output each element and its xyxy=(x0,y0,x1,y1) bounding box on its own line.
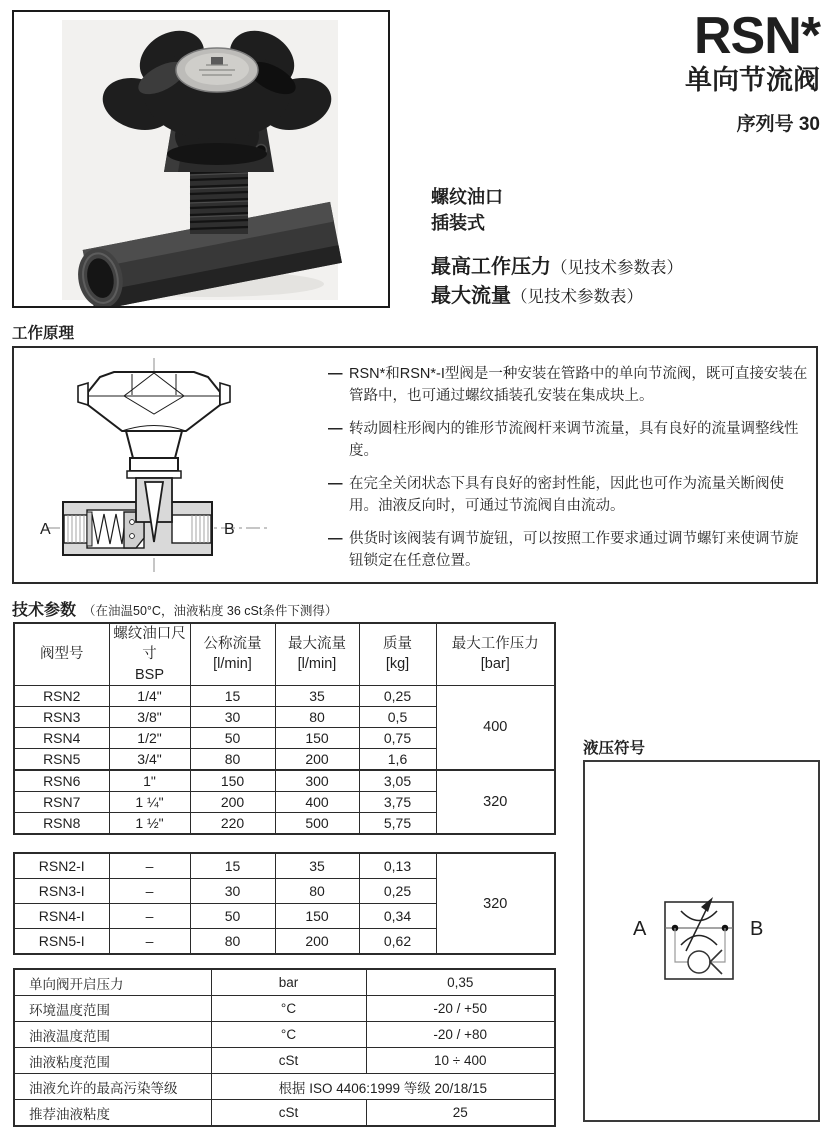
table-row: RSN2-I – 15 35 0,13 320 xyxy=(14,853,555,879)
hydraulic-symbol-box xyxy=(583,760,820,1122)
table-row: RSN4-I – 50 150 0,34 xyxy=(14,904,555,929)
product-photo-frame xyxy=(12,10,390,308)
pressure-group-cell: 320 xyxy=(436,770,555,834)
bullet-dash: — xyxy=(328,366,343,382)
working-principle-heading: 工作原理 xyxy=(12,325,75,342)
working-principle-bullets xyxy=(328,363,812,583)
feature-max-flow: 最大流量（见技术参数表） xyxy=(431,284,643,307)
bullet-dash: — xyxy=(328,421,343,438)
bullet-item xyxy=(328,528,812,572)
hydraulic-symbol-drawing xyxy=(585,762,818,1120)
pressure-group-cell: 400 xyxy=(436,685,555,770)
table-row: 油液允许的最高污染等级 根据 ISO 4406:1999 等级 20/18/15 xyxy=(14,1074,555,1100)
series-number: 序列号 30 xyxy=(736,114,820,136)
col-header-pressure: 最大工作压力 [bar] xyxy=(436,623,555,685)
feature-list xyxy=(431,184,683,310)
table-row: 油液温度范围 °C -20 / +80 xyxy=(14,1022,555,1048)
bullet-dash: — xyxy=(328,476,343,493)
bullet-item xyxy=(328,363,812,407)
table-row: RSN3 3/8" 30 80 0,5 xyxy=(14,706,555,727)
col-header-model: 阀型号 xyxy=(14,623,109,685)
col-header-size: 螺纹油口尺寸 BSP xyxy=(109,623,190,685)
table-row: RSN7 1 ¼" 200 400 3,75 xyxy=(14,791,555,812)
valve-cross-section-drawing xyxy=(26,352,311,578)
misc-params-table xyxy=(13,968,556,1127)
feature-port-type: 螺纹油口 xyxy=(431,187,503,207)
table-row: RSN8 1 ½" 220 500 5,75 xyxy=(14,812,555,834)
table-row: 推荐油液粘度 cSt 25 xyxy=(14,1100,555,1127)
port-a-label: A xyxy=(40,521,51,538)
hydraulic-symbol-heading: 液压符号 xyxy=(583,740,646,757)
col-header-weight: 质量 [kg] xyxy=(359,623,436,685)
table-row: RSN4 1/2" 50 150 0,75 xyxy=(14,727,555,748)
port-b-label: B xyxy=(224,521,235,538)
valve-threads-photo xyxy=(190,168,248,234)
title-block xyxy=(685,7,820,136)
product-name: 单向节流阀 xyxy=(685,65,820,95)
bullet-text: 在完全关闭状态下具有良好的密封性能，因此也可作为流量关断阀使用。油液反向时，可通过节流阀自由流动。 xyxy=(349,476,784,515)
table-row: RSN2 1/4" 15 35 0,25 400 xyxy=(14,685,555,706)
model-code: RSN* xyxy=(693,7,820,65)
working-principle-box xyxy=(12,346,818,584)
col-header-max-flow: 最大流量 [l/min] xyxy=(275,623,359,685)
bullet-item xyxy=(328,418,812,462)
feature-max-pressure: 最高工作压力（见技术参数表） xyxy=(431,256,683,279)
tech-params-table xyxy=(13,622,556,835)
feature-mount-type: 插装式 xyxy=(431,213,485,234)
table-row: 单向阀开启压力 bar 0,35 xyxy=(14,969,555,996)
knob-cap-photo xyxy=(176,48,258,92)
port-a-label: A xyxy=(633,918,647,940)
bullet-text: 转动圆柱形阀内的锥形节流阀杆来调节流量，具有良好的流量调整线性度。 xyxy=(349,421,799,460)
tech-params-note: （在油温50°C，油液粘度 36 cSt条件下测得） xyxy=(83,604,338,618)
table-row: RSN5 3/4" 80 200 1,6 xyxy=(14,748,555,770)
table-row: RSN3-I – 30 80 0,25 xyxy=(14,879,555,904)
pressure-group-cell: 320 xyxy=(436,853,555,954)
table-row: RSN5-I – 80 200 0,62 xyxy=(14,929,555,955)
tech-params-table-insert xyxy=(13,852,556,955)
product-photo xyxy=(14,12,388,306)
tech-params-title: 技术参数 xyxy=(12,602,77,619)
bullet-item xyxy=(328,473,812,517)
table-header-row xyxy=(14,623,555,685)
table-row: 环境温度范围 °C -20 / +50 xyxy=(14,996,555,1022)
bullet-dash: — xyxy=(328,531,343,548)
table-row: 油液粘度范围 cSt 10 ÷ 400 xyxy=(14,1048,555,1074)
tech-params-heading xyxy=(12,597,337,620)
table-row: RSN6 1" 150 300 3,05 320 xyxy=(14,770,555,792)
port-b-label: B xyxy=(750,918,764,940)
col-header-nominal-flow: 公称流量 [l/min] xyxy=(190,623,275,685)
bullet-text: 供货时该阀装有调节旋钮，可以按照工作要求通过调节螺钉来使调节旋钮锁定在任意位置。 xyxy=(349,531,799,570)
bullet-text: RSN*和RSN*-I型阀是一种安装在管路中的单向节流阀，既可直接安装在管路中，也可通过螺纹插装孔安装在集成块上。 xyxy=(349,366,808,405)
